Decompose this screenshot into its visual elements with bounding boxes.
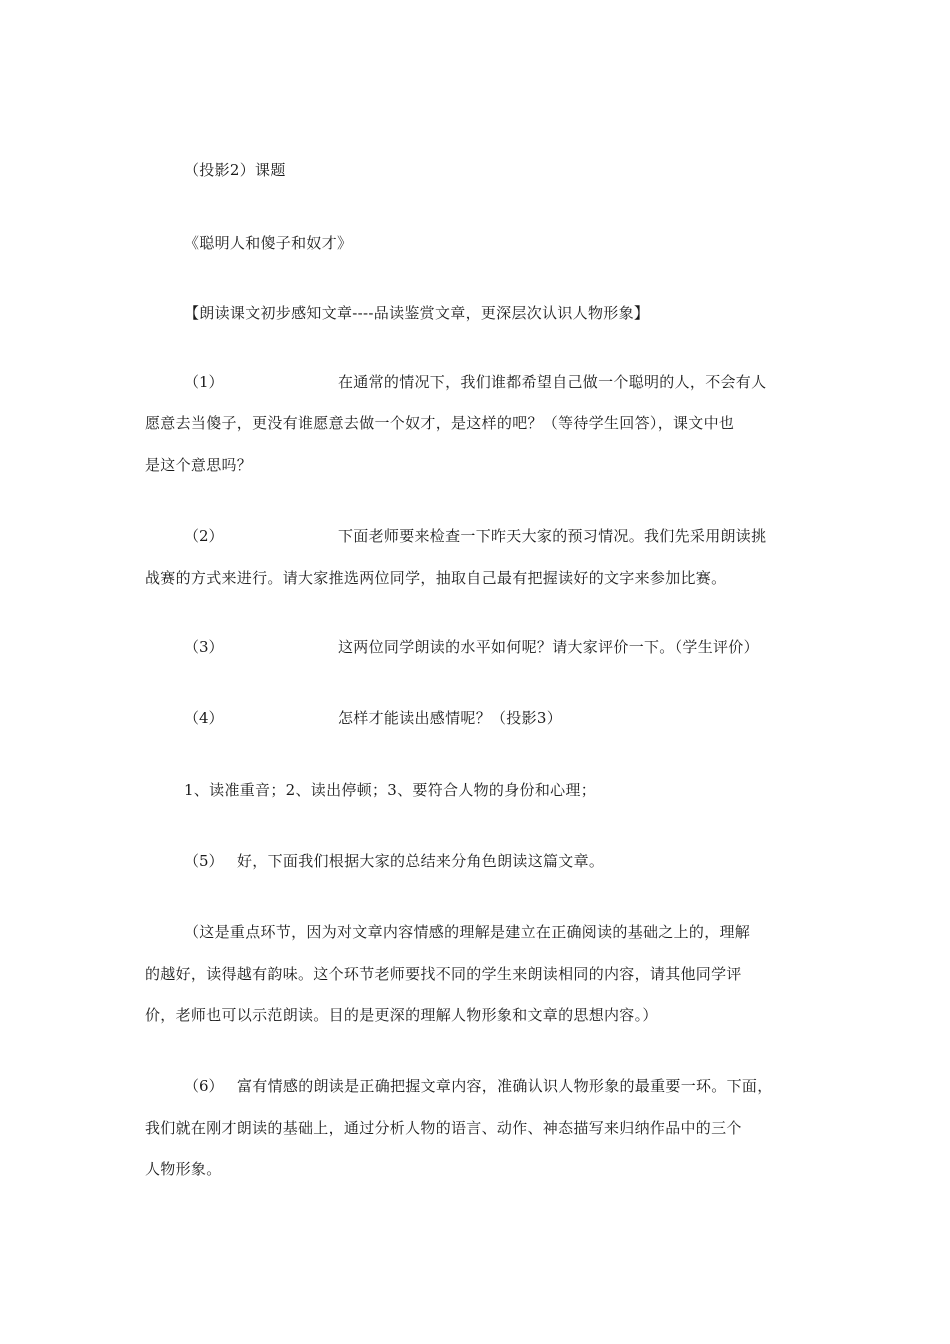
item-1-line-3: 是这个意思吗？ (145, 456, 253, 474)
projection-heading: （投影2）课题 (184, 161, 286, 179)
item-3-line-1: 这两位同学朗读的水平如何呢？请大家评价一下。（学生评价） (338, 638, 759, 656)
item-1-line-1: 在通常的情况下，我们谁都希望自己做一个聪明的人，不会有人 (338, 373, 767, 391)
item-6-line-2: 我们就在刚才朗读的基础上，通过分析人物的语言、动作、神态描写来归纳作品中的三个 (145, 1119, 742, 1137)
reading-tips: 1、读准重音；2、读出停顿；3、要符合人物的身份和心理； (184, 781, 597, 799)
note-line-3: 价，老师也可以示范朗读。目的是更深的理解人物形象和文章的思想内容。） (145, 1006, 658, 1024)
item-6-line-3: 人物形象。 (145, 1160, 222, 1178)
note-line-1: （这是重点环节，因为对文章内容情感的理解是建立在正确阅读的基础之上的，理解 (184, 923, 751, 941)
item-5-number: （5） (184, 852, 224, 870)
item-2-number: （2） (184, 527, 224, 545)
item-6-line-1: 富有情感的朗读是正确把握文章内容，准确认识人物形象的最重要一环。下面， (237, 1077, 773, 1095)
item-1-number: （1） (184, 373, 224, 391)
item-4-number: （4） (184, 709, 224, 727)
item-5-text: 好，下面我们根据大家的总结来分角色朗读这篇文章。 (237, 852, 605, 870)
item-2-line-2: 战赛的方式来进行。请大家推选两位同学，抽取自己最有把握读好的文字来参加比赛。 (145, 569, 727, 587)
note-line-2: 的越好，读得越有韵味。这个环节老师要找不同的学生来朗读相同的内容，请其他同学评 (145, 965, 742, 983)
item-3-number: （3） (184, 638, 224, 656)
item-1-line-2: 愿意去当傻子，更没有谁愿意去做一个奴才，是这样的吧？（等待学生回答），课文中也 (145, 414, 735, 432)
section-heading: 【朗读课文初步感知文章----品读鉴赏文章，更深层次认识人物形象】 (184, 304, 650, 322)
item-6-number: （6） (184, 1077, 224, 1095)
item-2-line-1: 下面老师要来检查一下昨天大家的预习情况。我们先采用朗读挑 (338, 527, 767, 545)
item-4-line-1: 怎样才能读出感情呢？（投影3） (338, 709, 563, 727)
lesson-title: 《聪明人和傻子和奴才》 (184, 234, 353, 252)
